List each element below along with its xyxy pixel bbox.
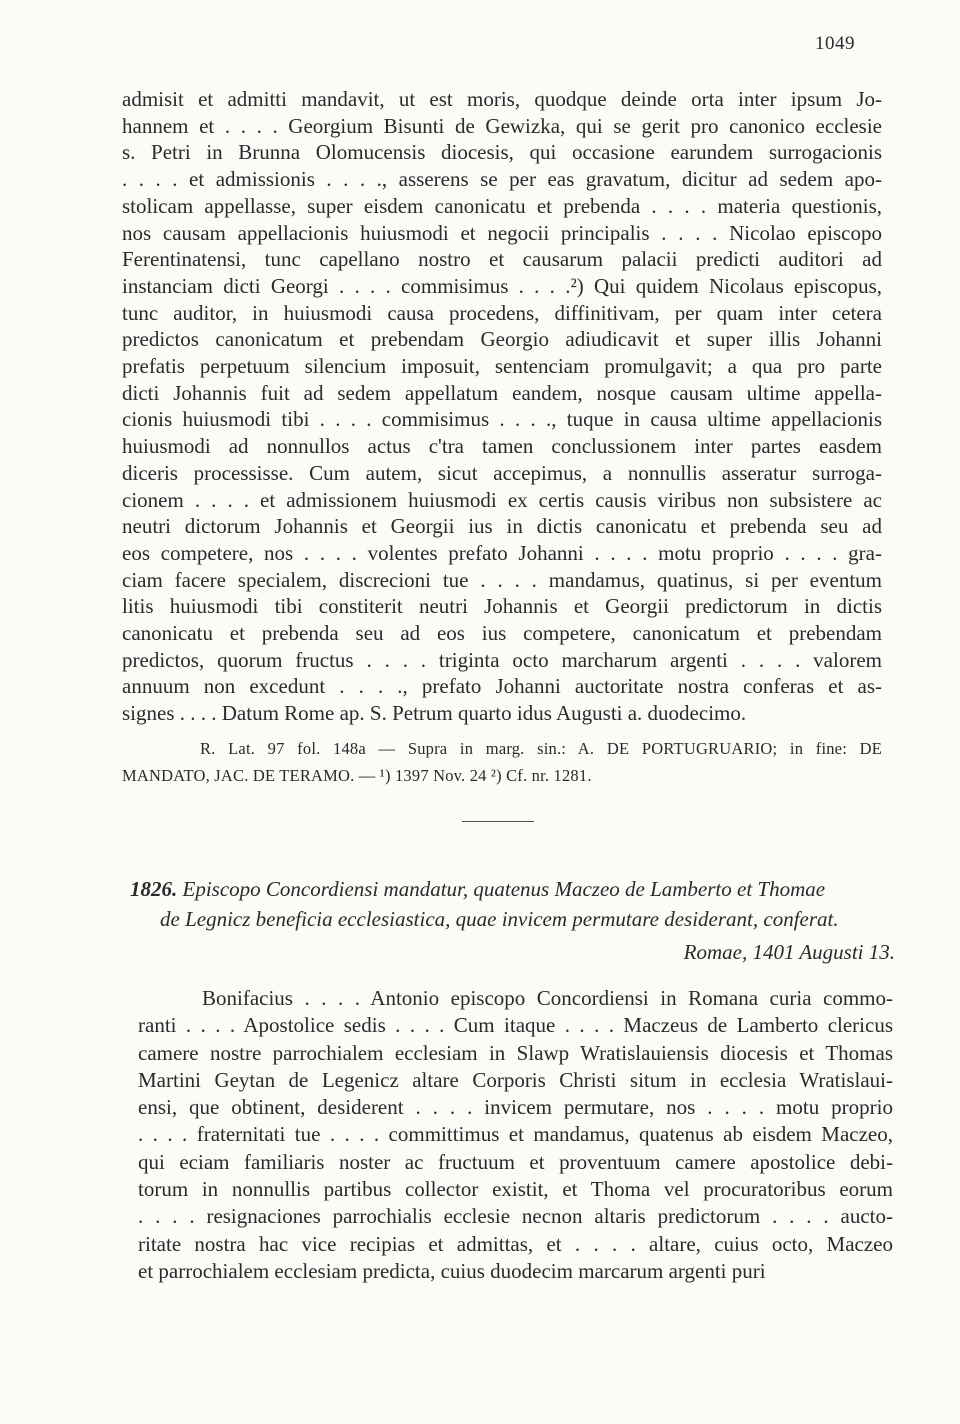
main-text-line: admisit et admitti mandavit, ut est moris, quodque deinde orta inter ipsum Jo- bbox=[122, 87, 882, 111]
main-text-line: s. Petri in Brunna Olomucensis diocesis, qui occasione earundem surrogacionis bbox=[122, 140, 882, 165]
entry-text-line: . . . . resignaciones parrochialis ecclesie necnon altaris predictorum . . . . aucto- bbox=[138, 1204, 893, 1229]
footnote-block bbox=[122, 735, 882, 789]
main-text-line: predictos canonicatum et prebendam Georgio adiudicavit et super illis Johanni bbox=[122, 327, 882, 352]
main-text-line: diceris processisse. Cum autem, sicut accepimus, a nonnullis asseratur surroga- bbox=[122, 460, 882, 485]
main-text-line: dicti Johannis fuit ad sedem appellatum eandem, nosque causam ultime appella- bbox=[122, 380, 882, 405]
main-text-line: instanciam dicti Georgi . . . . commisimus . . . .²) Qui quidem Nicolaus episcopus, bbox=[122, 273, 882, 298]
main-text-line: prefatis perpetuum silencium imposuit, sentenciam promulgavit; a qua pro parte bbox=[122, 354, 882, 379]
entry-text-line: Martini Geytan de Legenicz altare Corporis Christi situm in ecclesia Wratislaui- bbox=[138, 1067, 893, 1092]
heading-line-2: de Legnicz beneficia ecclesiastica, quae invicem permutare desiderant, conferat. bbox=[160, 907, 839, 931]
main-text-line: Ferentinatensi, tunc capellano nostro et causarum palacii predicti auditori ad bbox=[122, 247, 882, 272]
heading-line-1 bbox=[130, 874, 895, 904]
main-text-line: predictos, quorum fructus . . . . triginta octo marcharum argenti . . . . valorem bbox=[122, 647, 882, 672]
entry-text-line: ritate nostra hac vice recipias et admittas, et . . . . altare, cuius octo, Maczeo bbox=[138, 1231, 893, 1256]
entry-text-line: ranti . . . . Apostolice sedis . . . . Cum itaque . . . . Maczeus de Lamberto clericus bbox=[138, 1013, 893, 1038]
entry-text-line: et parrochialem ecclesiam predicta, cuius duodecim marcarum argenti puri bbox=[138, 1258, 766, 1283]
page-number: 1049 bbox=[815, 33, 855, 54]
main-text-line: cionis huiusmodi tibi . . . . commisimus . . . ., tuque in causa ultime appellacionis bbox=[122, 407, 882, 432]
entry-heading bbox=[130, 874, 895, 967]
main-text-line: annuum non excedunt . . . ., prefato Johanni auctoritate nostra conferas et as- bbox=[122, 674, 882, 699]
main-text-line: stolicam appellasse, super eisdem canonicatu et prebenda . . . . materia questionis, bbox=[122, 193, 882, 218]
entry-text-line: torum in nonnullis partibus collector existit, et Thoma vel procuratoribus eorum bbox=[138, 1177, 893, 1202]
footnote-line: R. Lat. 97 fol. 148a — Supra in marg. sin.: A. DE PORTUGRUARIO; in fine: DE bbox=[200, 739, 882, 758]
main-text-line: signes . . . . Datum Rome ap. S. Petrum quarto idus Augusti a. duodecimo. bbox=[122, 701, 747, 726]
entry-text-block bbox=[138, 985, 893, 1285]
main-text-line: cionem . . . . et admissionem huiusmodi ex certis causis viribus non subsistere ac bbox=[122, 487, 882, 512]
main-text-line: huiusmodi ad nonnullos actus c'tra tamen conclussionem inter partes easdem bbox=[122, 434, 882, 459]
entry-text-line: . . . . fraternitati tue . . . . committimus et mandamus, quatenus ab eisdem Maczeo, bbox=[138, 1122, 893, 1147]
entry-text-line: Bonifacius . . . . Antonio episcopo Concordiensi in Romana curia commo- bbox=[202, 986, 893, 1010]
main-text-line: nos causam appellacionis huiusmodi et negocii principalis . . . . Nicolao episcopo bbox=[122, 220, 882, 245]
entry-text-line: qui eciam familiaris noster ac fructuum et proventuum camere apostolice debi- bbox=[138, 1149, 893, 1174]
entry-text-line: camere nostre parrochialem ecclesiam in Slawp Wratislauiensis diocesis et Thomas bbox=[138, 1040, 893, 1065]
main-text-line: hannem et . . . . Georgium Bisunti de Gewizka, qui se gerit pro canonico ecclesie bbox=[122, 113, 882, 138]
main-text-line: . . . . et admissionis . . . ., asserens se per eas gravatum, dicitur ad sedem apo- bbox=[122, 167, 882, 192]
entry-number: 1826. bbox=[130, 877, 178, 901]
section-divider bbox=[462, 821, 534, 822]
main-text-line: tunc auditor, in huiusmodi causa procedens, diffinitivam, per quam inter cetera bbox=[122, 300, 882, 325]
main-text-line: litis huiusmodi tibi constiterit neutri Johannis et Georgii predictorum in dictis bbox=[122, 594, 882, 619]
footnote-line: MANDATO, JAC. DE TERAMO. — ¹) 1397 Nov. 24 ²) Cf. nr. 1281. bbox=[122, 766, 592, 785]
main-text-line: ciam facere specialem, discrecioni tue . . . . mandamus, quatinus, si per eventum bbox=[122, 567, 882, 592]
entry-text-line: ensi, que obtinent, desiderent . . . . invicem permutare, nos . . . . motu proprio bbox=[138, 1095, 893, 1120]
main-text-block bbox=[122, 86, 882, 727]
main-text-line: canonicatu et prebenda seu ad eos ius competere, canonicatum et prebendam bbox=[122, 621, 882, 646]
entry-date: Romae, 1401 Augusti 13. bbox=[683, 940, 895, 964]
main-text-line: neutri dictorum Johannis et Georgii ius in dictis canonicatu et prebenda seu ad bbox=[122, 514, 882, 539]
main-text-line: eos competere, nos . . . . volentes prefato Johanni . . . . motu proprio . . . . gra- bbox=[122, 540, 882, 565]
heading-text-1: Episcopo Concordiensi mandatur, quatenus Maczeo de Lamberto et Thomae bbox=[182, 877, 826, 901]
